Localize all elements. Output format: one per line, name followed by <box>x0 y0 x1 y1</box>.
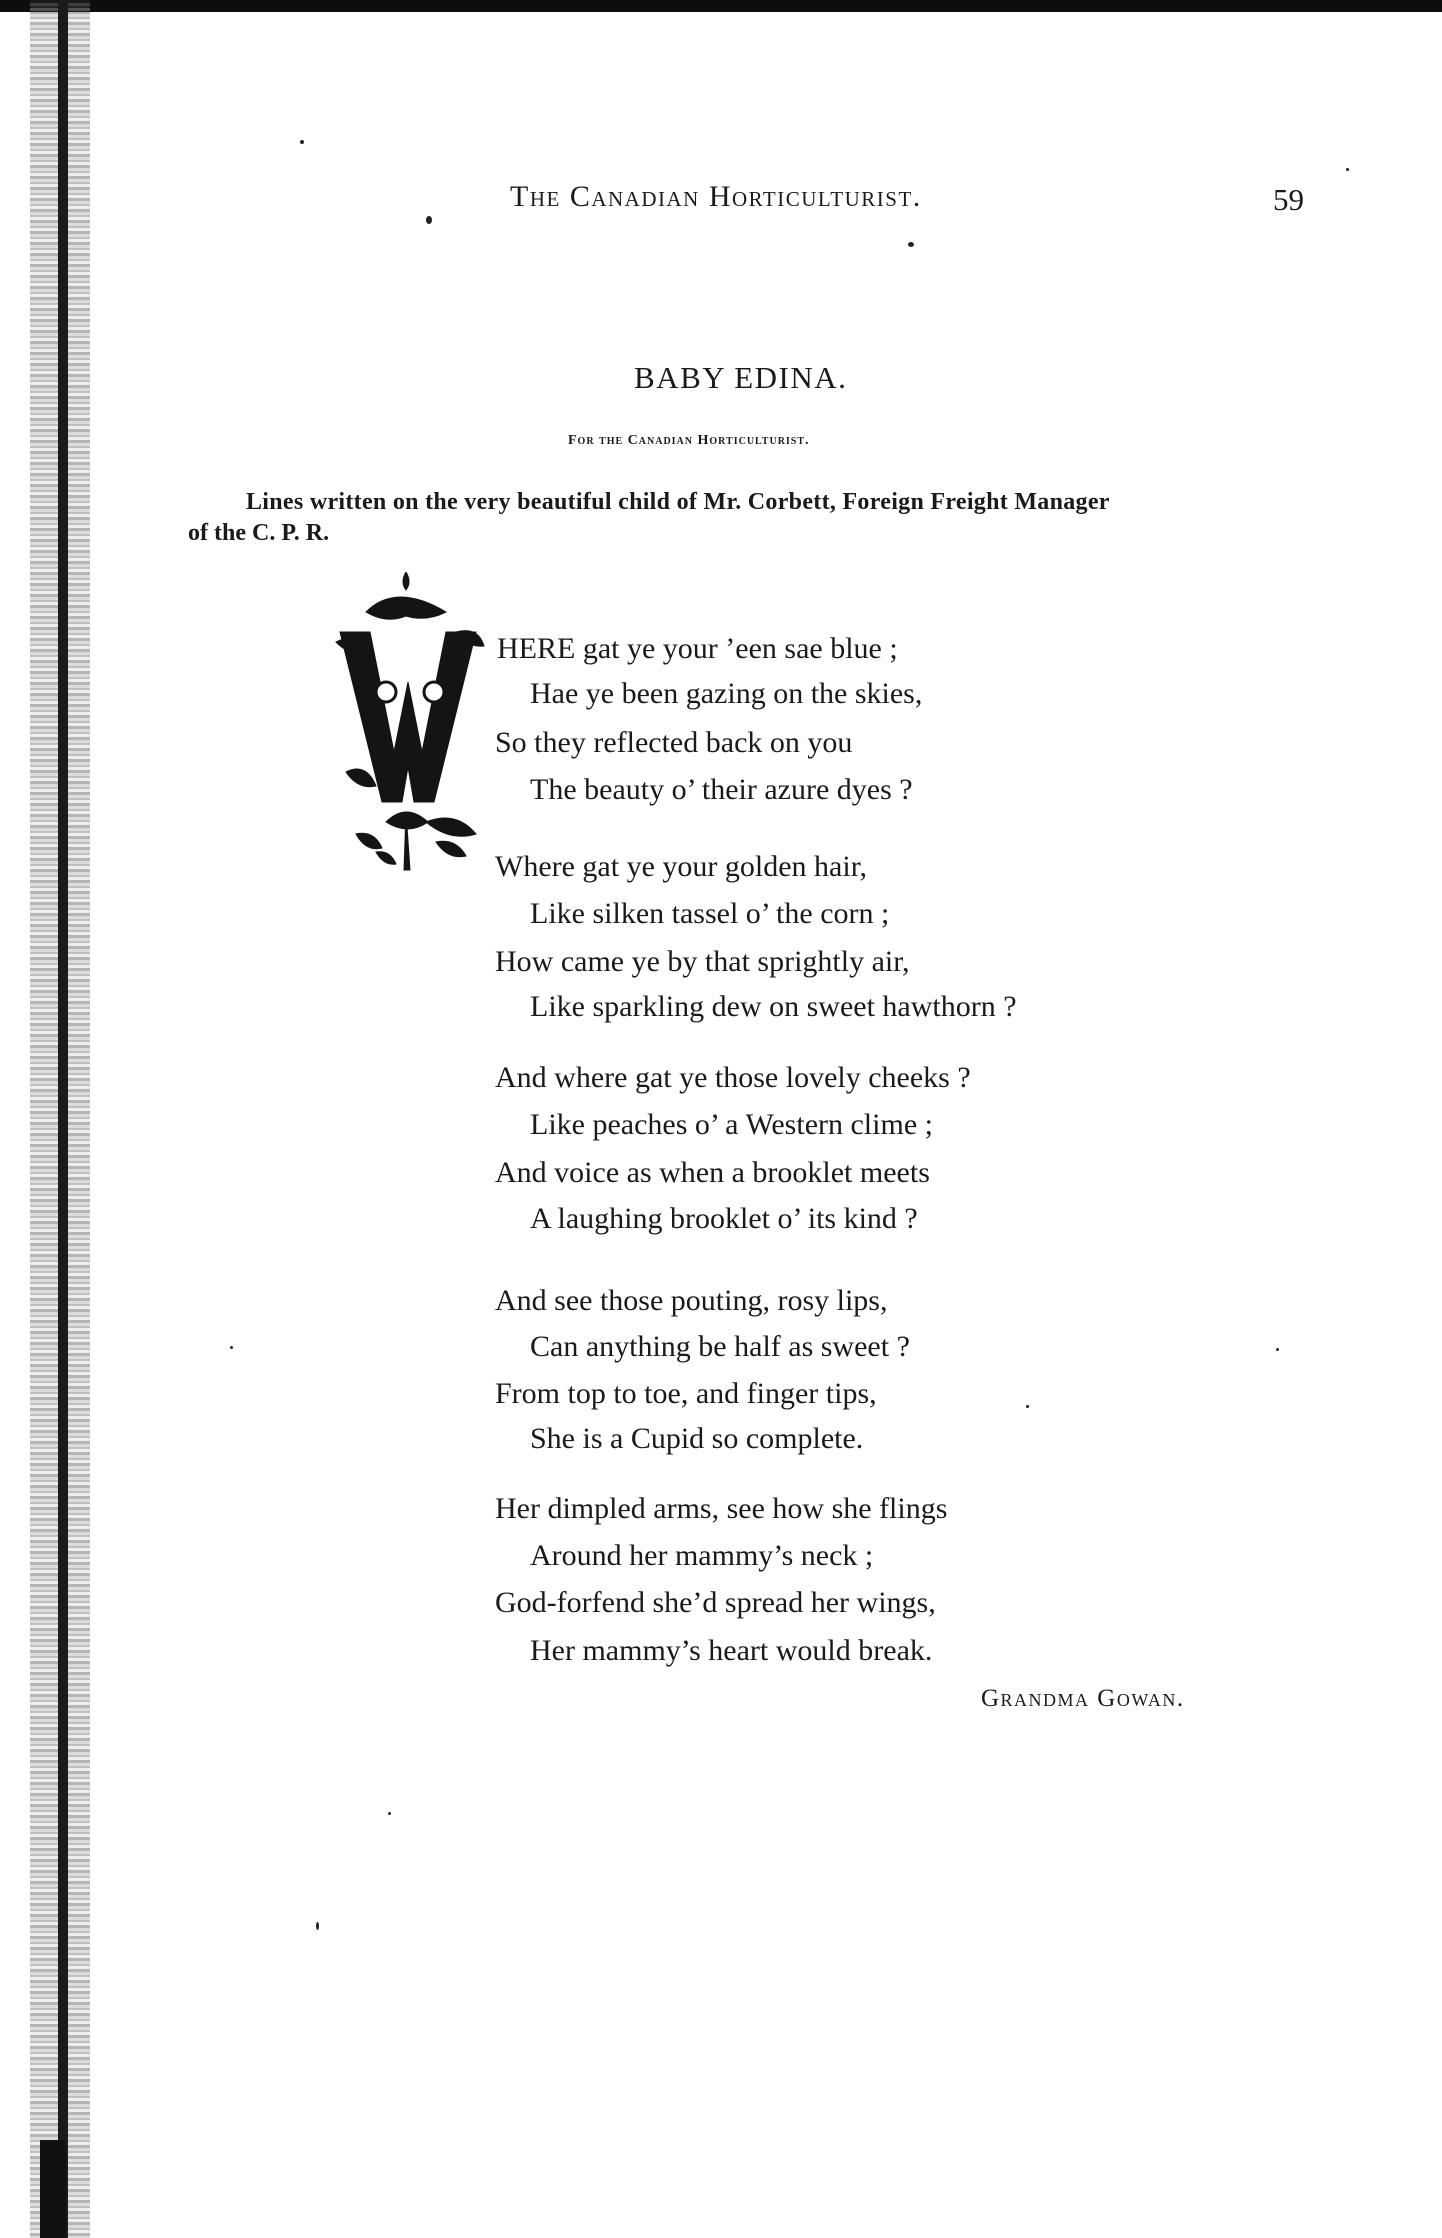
verse-line: She is a Cupid so complete. <box>530 1422 864 1455</box>
paper-speck <box>1026 1405 1029 1408</box>
verse-line: Can anything be half as sweet ? <box>530 1330 910 1363</box>
page-top-edge <box>0 0 1442 12</box>
binding-shadow-line <box>58 0 68 2238</box>
poem-subtitle: For the Canadian Horticulturist. <box>568 433 810 448</box>
verse-line: Hae ye been gazing on the skies, <box>530 677 923 710</box>
paper-speck <box>1276 1348 1279 1351</box>
verse-line: The beauty o’ their azure dyes ? <box>530 773 913 806</box>
ornamental-drop-cap <box>326 572 488 872</box>
verse-line: Like sparkling dew on sweet hawthorn ? <box>530 990 1017 1023</box>
author-signature: Grandma Gowan. <box>981 1685 1185 1712</box>
verse-line: Her dimpled arms, see how she flings <box>495 1492 948 1525</box>
running-title: The Canadian Horticulturist. <box>510 180 922 213</box>
verse-line: So they reflected back on you <box>495 726 853 759</box>
verse-line: Where gat ye your golden hair, <box>495 850 867 883</box>
verse-line: And see those pouting, rosy lips, <box>495 1284 888 1317</box>
verse-line: Like silken tassel o’ the corn ; <box>530 897 890 930</box>
verse-line: HERE gat ye your ’een sae blue ; <box>497 632 898 665</box>
paper-speck <box>388 1812 391 1815</box>
paper-speck <box>300 140 304 144</box>
verse-line: Her mammy’s heart would break. <box>530 1634 933 1667</box>
paper-speck <box>1346 168 1349 171</box>
verse-line: And where gat ye those lovely cheeks ? <box>495 1061 971 1094</box>
verse-line: And voice as when a brooklet meets <box>495 1156 930 1189</box>
intro-line-2: of the C. P. R. <box>188 520 330 546</box>
binding-bottom-mark <box>40 2140 66 2238</box>
paper-speck <box>908 242 914 247</box>
intro-line-1: Lines written on the very beautiful child of Mr. Corbett, Foreign Freight Manager <box>246 489 1110 515</box>
page-number: 59 <box>1273 182 1304 217</box>
verse-line: Like peaches o’ a Western clime ; <box>530 1108 933 1141</box>
paper-speck <box>426 216 432 224</box>
paper-speck <box>316 1922 319 1930</box>
verse-line: A laughing brooklet o’ its kind ? <box>530 1202 918 1235</box>
verse-line: Around her mammy’s neck ; <box>530 1539 874 1572</box>
poem-title: BABY EDINA. <box>634 360 848 395</box>
verse-line: From top to toe, and finger tips, <box>495 1377 877 1410</box>
verse-line: How came ye by that sprightly air, <box>495 945 910 978</box>
verse-line: God-forfend she’d spread her wings, <box>495 1586 936 1619</box>
paper-speck <box>230 1346 233 1349</box>
